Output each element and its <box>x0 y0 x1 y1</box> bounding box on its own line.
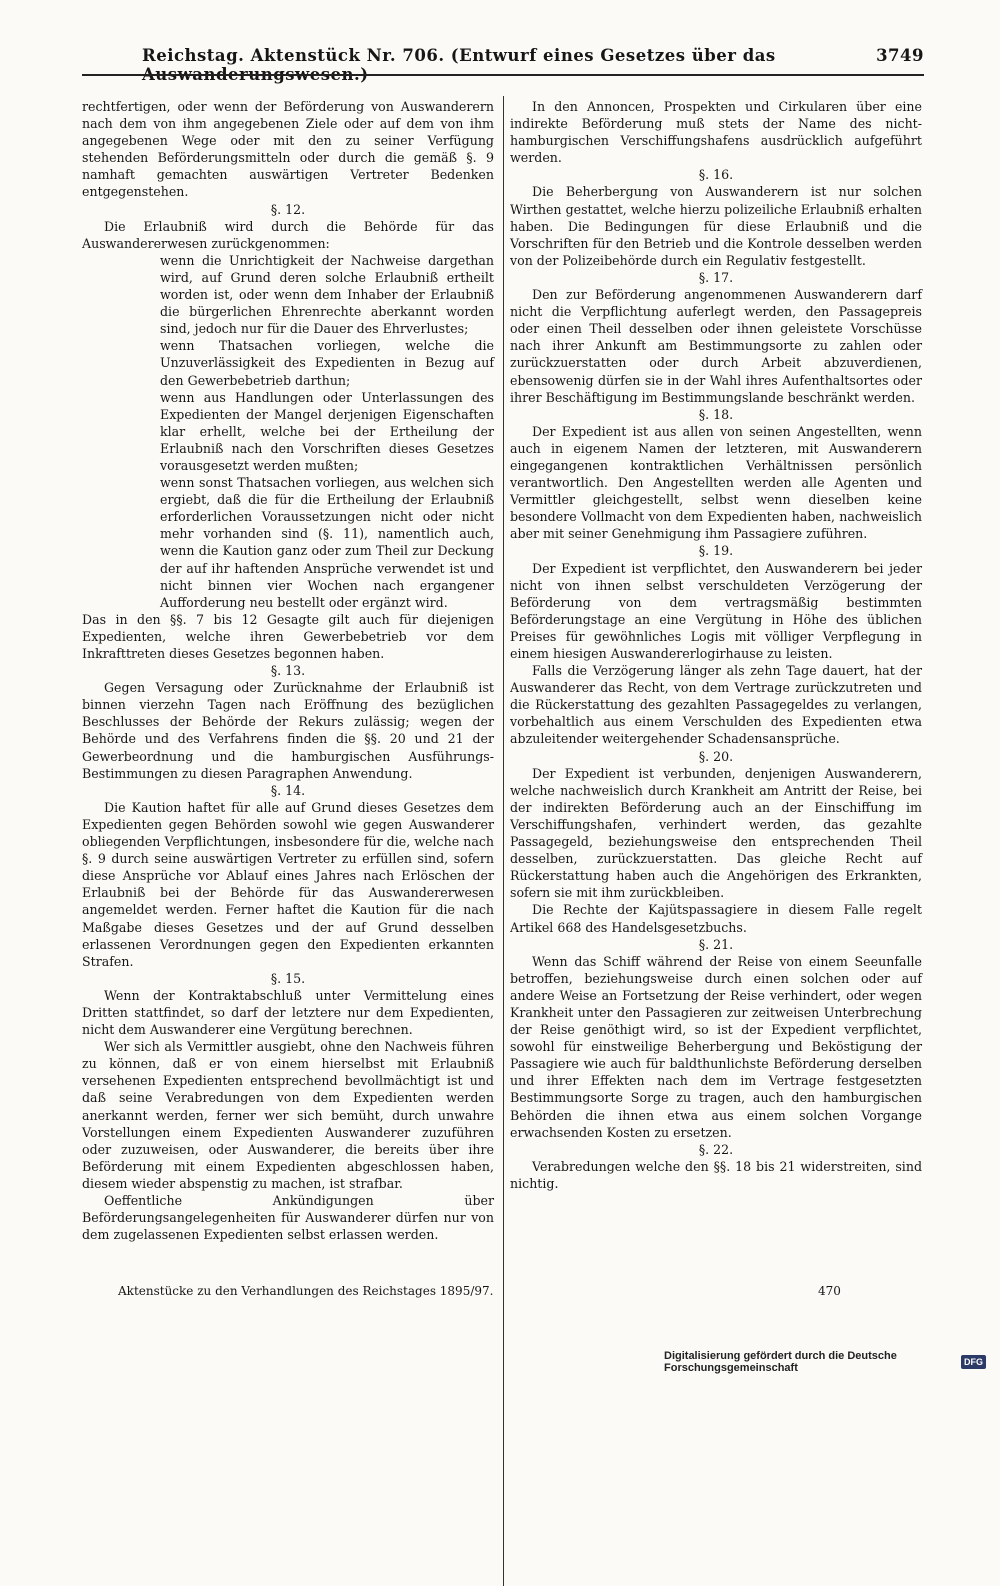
section-heading: §. 22. <box>698 1141 734 1157</box>
dfg-credit-text: Digitalisierung gefördert durch die Deutsche Forschungsgemeinschaft <box>664 1350 897 1374</box>
dfg-logo: DFG <box>961 1355 986 1369</box>
paragraph: Wer sich als Vermittler ausgiebt, ohne den Nachweis führen zu können, daß er von einem hierselbst mit Erlaubniß versehenen Expedienten entsprechend bevollmächtigt ist und daß seine Verabredungen von dem Expedienten werden anerkannt werden, ferner wer sich bemüht, durch unwahre Vorstellungen einem Expedienten Auswanderer zuzuführen oder zuzuweisen, oder Auswanderer, die bereits über ihre Beförderung mit einem Expedienten abgeschlossen haben, diesem wieder abspenstig zu machen, ist strafbar. <box>82 1039 494 1191</box>
paragraph: Oeffentliche Ankündigungen über Beförderungsangelegenheiten für Auswanderer dürfen nur von dem zugelassenen Expedienten selbst erlassen werden. <box>82 1193 494 1243</box>
paragraph: Die Beherbergung von Auswanderern ist nur solchen Wirthen gestattet, welche hierzu polizeiliche Erlaubniß erhalten haben. Die Bedingungen für diese Erlaubniß und die Vorschriften für den Betrieb und die Kontrole desselben werden von der Polizeibehörde durch ein Regulativ festgestellt. <box>510 184 922 268</box>
section-heading: §. 16. <box>698 167 734 183</box>
section-heading: §. 20. <box>698 748 734 764</box>
paragraph: Wenn das Schiff während der Reise von einem Seeunfalle betroffen, beziehungsweise durch einen solchen oder auf andere Weise an Fortsetzung der Reise verhindert, oder wegen Krankheit unter den Passagieren zur zeitweisen Unterbrechung der Reise genöthigt wird, so ist der Expedient verpflichtet, sowohl für einstweilige Beherbergung und Beköstigung der Passagiere wie auch für baldthunlichste Beförderung derselben und ihrer Effekten nach dem im Vertrage festgesetzten Bestimmungsorte Sorge zu tragen, auch den hamburgischen Behörden die ihnen etwa aus einem solchen Vorgange erwachsenden Kosten zu ersetzen. <box>510 953 922 1140</box>
list-item: wenn sonst Thatsachen vorliegen, aus welchen sich ergiebt, daß die für die Ertheilung der Erlaubniß erforderlichen Voraussetzungen nicht oder nicht mehr vorhanden sind (§. 11), namentlich auch, wenn die Kaution ganz oder zum Theil zur Deckung der auf ihr haftenden Ansprüche verwendet ist und nicht binnen vier Wochen nach ergangener Aufforderung neu bestellt oder ergänzt wird. <box>160 475 494 610</box>
paragraph: Den zur Beförderung angenommenen Auswanderern darf nicht die Verpflichtung auferlegt werden, den Passagepreis oder einen Theil desselben oder ihnen geleistete Vorschüsse nach ihrer Ankunft am Bestimmungsorte zu zahlen oder zurückzuerstatten oder durch Arbeit abzuverdienen, ebensowenig dürfen sie in der Wahl ihres Aufenthaltsortes oder ihrer Beschäftigung im Bestimmungslande beschränkt werden. <box>510 287 922 405</box>
left-column <box>82 98 494 1243</box>
paragraph: Verabredungen welche den §§. 18 bis 21 widerstreiten, sind nichtig. <box>510 1158 922 1191</box>
section-heading: §. 12. <box>270 201 306 217</box>
paragraph: Der Expedient ist aus allen von seinen Angestellten, wenn auch in eigenem Namen der letzteren, mit Auswanderern eingegangenen kontraktlichen Verhältnissen persönlich verantwortlich. Den Angestellten werden alle Agenten und Vermittler gleichgestellt, selbst wenn dieselben keine besondere Vollmacht von dem Expedienten haben, nachweislich aber mit seiner Genehmigung ihm Passagiere zuführen. <box>510 423 922 542</box>
paragraph: Die Rechte der Kajütspassagiere in diesem Falle regelt Artikel 668 des Handelsgesetzbuchs. <box>510 902 922 935</box>
section-heading: §. 14. <box>270 782 306 798</box>
paragraph: Die Erlaubniß wird durch die Behörde für das Auswandererwesen zurückgenommen: <box>82 218 494 251</box>
column-divider <box>503 96 504 1586</box>
footer-page-number: 470 <box>818 1284 841 1298</box>
section-heading: §. 18. <box>698 406 734 422</box>
paragraph: Das in den §§. 7 bis 12 Gesagte gilt auch für diejenigen Expedienten, welche ihren Gewerbebetrieb vor dem Inkrafttreten dieses Gesetzes begonnen haben. <box>82 611 494 661</box>
section-heading: §. 13. <box>270 663 306 679</box>
section-heading: §. 19. <box>698 543 734 559</box>
paragraph: Der Expedient ist verbunden, denjenigen Auswanderern, welche nachweislich durch Krankheit am Antritt der Reise, bei der indirekten Beförderung auch an der Einschiffung im Verschiffungshafen, verhindert werden, das gezahlte Passagegeld, beziehungsweise den entsprechenden Theil desselben, zurückzuerstatten. Das gleiche Recht auf Rückerstattung haben auch die Angehörigen des Erkrankten, sofern sie mit ihm zurückbleiben. <box>510 765 922 901</box>
section-heading: §. 21. <box>698 936 734 952</box>
footer-source: Aktenstücke zu den Verhandlungen des Reichstages 1895/97. <box>118 1284 494 1298</box>
paragraph: Die Kaution haftet für alle auf Grund dieses Gesetzes dem Expedienten gegen Behörden sowohl wie gegen Auswanderer obliegenden Verpflichtungen, insbesondere für die, welche nach §. 9 durch seine auswärtigen Vertreter zu erfüllen sind, sofern diese Ansprüche vor Ablauf eines Jahres nach Erlöschen der Erlaubniß bei der Behörde für das Auswandererwesen angemeldet werden. Ferner haftet die Kaution für die nach Maßgabe dieses Gesetzes und der auf Grund desselben erlassenen Verordnungen gegen den Expedienten erkannten Strafen. <box>82 799 494 969</box>
paragraph: In den Annoncen, Prospekten und Cirkularen über eine indirekte Beförderung muß stets der Name des nicht-hamburgischen Verschiffungshafens ausdrücklich aufgeführt werden. <box>510 99 922 166</box>
list-item: wenn aus Handlungen oder Unterlassungen des Expedienten der Mangel derjenigen Eigenschaften klar erhellt, welche bei der Ertheilung der Erlaubniß nach den Vorschriften dieses Gesetzes vorausgesetzt werden mußten; <box>160 389 494 473</box>
dfg-credit <box>664 1351 986 1373</box>
section-heading: §. 15. <box>270 970 306 986</box>
paragraph: Falls die Verzögerung länger als zehn Tage dauert, hat der Auswanderer das Recht, von dem Vertrage zurückzutreten und die Rückerstattung des gezahlten Passagegeldes zu verlangen, vorbehaltlich aus einem Verschulden des Expedienten etwa abzuleitender weitergehender Schadensansprüche. <box>510 663 922 747</box>
list-item: wenn Thatsachen vorliegen, welche die Unzuverlässigkeit des Expedienten in Bezug auf den Gewerbebetrieb darthun; <box>160 338 494 388</box>
running-header <box>82 42 924 84</box>
header-title: Reichstag. Aktenstück Nr. 706. (Entwurf eines Gesetzes über das Auswanderungswesen.) <box>142 46 776 84</box>
right-column <box>510 98 922 1192</box>
paragraph: Gegen Versagung oder Zurücknahme der Erlaubniß ist binnen vierzehn Tagen nach Eröffnung des bezüglichen Beschlusses der Behörde der Rekurs zulässig; wegen der Behörde und des Verfahrens finden die §§. 20 und 21 der Gewerbeordnung und die hamburgischen Ausführungs-Bestimmungen zu diesen Paragraphen Anwendung. <box>82 680 494 781</box>
page-number: 3749 <box>876 46 924 65</box>
header-rule <box>82 74 924 76</box>
section-heading: §. 17. <box>698 269 734 285</box>
paragraph: Wenn der Kontraktabschluß unter Vermittelung eines Dritten stattfindet, so darf der letztere nur dem Expedienten, nicht dem Auswanderer eine Vergütung berechnen. <box>82 987 494 1038</box>
paragraph: Der Expedient ist verpflichtet, den Auswanderern bei jeder nicht von ihnen selbst verschuldeten Verzögerung der Beförderung von dem vertragsmäßig bestimmten Beförderungstage an eine Vergütung in Höhe des üblichen Preises für gewöhnliches Logis mit völliger Verpflegung in einem hiesigen Auswandererlogirhause zu leisten. <box>510 560 922 661</box>
list-item: wenn die Unrichtigkeit der Nachweise dargethan wird, auf Grund deren solche Erlaubniß ertheilt worden ist, oder wenn dem Inhaber der Erlaubniß die bürgerlichen Ehrenrechte aberkannt worden sind, jedoch nur für die Dauer des Ehrverlustes; <box>160 252 494 337</box>
paragraph: rechtfertigen, oder wenn der Beförderung von Auswanderern nach dem von ihm angegebenen Ziele oder auf dem von ihm angegebenen Wege oder mit den zu seiner Verfügung stehenden Beförderungsmitteln oder durch die gemäß §. 9 namhaft gemachten auswärtigen Vertreter Bedenken entgegenstehen. <box>82 99 494 200</box>
